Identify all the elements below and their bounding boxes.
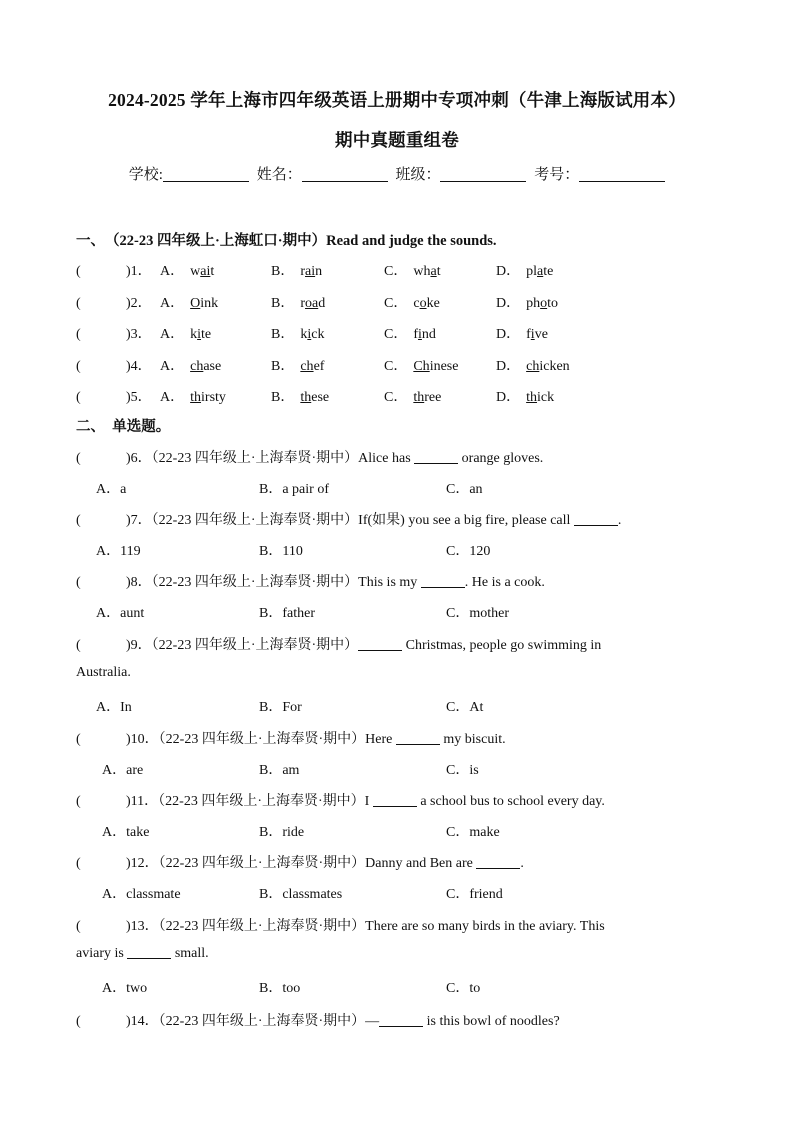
question-source: （22-23 四年级上·上海奉贤·期中）: [151, 451, 359, 466]
answer-paren[interactable]: (: [76, 390, 81, 405]
word-suffix: te: [201, 327, 212, 342]
name-field[interactable]: [302, 167, 388, 182]
word-suffix: inese: [429, 358, 459, 374]
underlined-sound: o: [419, 295, 427, 311]
question-text: I: [364, 794, 373, 809]
option-letter: B．: [271, 327, 295, 342]
answer-paren[interactable]: (: [76, 327, 81, 342]
underlined-sound: Ch: [413, 358, 430, 374]
question-source: （22-23 四年级上·上海奉贤·期中）: [158, 1014, 366, 1029]
question-row: [76, 292, 152, 312]
option-letter: D．: [496, 295, 521, 311]
option[interactable]: C．to: [446, 981, 481, 996]
answer-paren[interactable]: (: [76, 794, 81, 809]
class-label: 班级：: [395, 167, 441, 183]
option-letter: C．: [384, 327, 408, 342]
question-source: （22-23 四年级上·上海奉贤·期中）: [158, 794, 365, 809]
answer-paren[interactable]: (: [76, 732, 81, 747]
option[interactable]: A．two: [102, 981, 148, 996]
question-source: （22-23 四年级上·上海奉贤·期中）: [151, 638, 359, 653]
word-prefix: f: [526, 327, 531, 342]
answer-paren[interactable]: (: [76, 513, 81, 528]
option-letter: C．: [384, 358, 408, 374]
answer-blank[interactable]: [421, 575, 465, 588]
question-row: [76, 386, 152, 406]
option[interactable]: [160, 292, 218, 312]
word-suffix: irsty: [201, 390, 226, 405]
option[interactable]: [496, 355, 570, 375]
answer-paren[interactable]: (: [76, 575, 81, 590]
option[interactable]: B．father: [259, 606, 315, 621]
answer-paren[interactable]: (: [76, 358, 81, 374]
word-suffix: t: [210, 264, 215, 279]
option-letter: A．: [160, 327, 185, 342]
question-row: [76, 915, 605, 935]
underlined-sound: th: [526, 390, 538, 405]
underlined-sound: O: [190, 295, 201, 311]
option[interactable]: B．classmates: [259, 887, 343, 902]
underlined-sound: th: [190, 390, 202, 405]
word-prefix: k: [300, 327, 308, 342]
option-letter: B．: [271, 358, 295, 374]
option[interactable]: [160, 386, 226, 406]
option-letter: A．: [160, 390, 185, 405]
word-prefix: k: [190, 327, 198, 342]
question-text: Here: [365, 732, 396, 747]
answer-blank[interactable]: [358, 638, 402, 651]
option-letter: A．: [160, 264, 185, 279]
underlined-sound: i: [530, 327, 535, 342]
word-suffix: icken: [539, 358, 570, 374]
exam-subtitle: 期中真题重组卷: [335, 130, 459, 150]
word-suffix: nd: [421, 327, 436, 342]
answer-blank[interactable]: [574, 513, 618, 526]
question-text: Christmas, people go swimming in: [402, 638, 602, 653]
option-letter: B．: [271, 264, 295, 279]
option[interactable]: [271, 323, 324, 343]
option[interactable]: [271, 355, 324, 375]
option[interactable]: C．an: [446, 482, 483, 497]
underlined-sound: th: [413, 390, 425, 405]
question-number: )8．: [126, 575, 152, 590]
underlined-sound: ch: [190, 358, 204, 374]
option[interactable]: B．am: [259, 763, 300, 778]
option-letter: C．: [384, 390, 408, 405]
name-label: 姓名：: [256, 167, 302, 183]
underlined-sound: i: [418, 327, 422, 342]
section-heading: 二、 单选题。: [76, 419, 171, 435]
question-text: orange gloves.: [458, 451, 544, 466]
answer-blank[interactable]: [127, 946, 171, 959]
question-text: .: [520, 856, 524, 871]
option-letter: D．: [496, 327, 521, 342]
word-suffix: ink: [200, 295, 219, 311]
id-label: 考号：: [534, 167, 580, 183]
option[interactable]: [271, 386, 329, 406]
option[interactable]: B．110: [259, 544, 303, 559]
question-text: small.: [171, 946, 209, 961]
question-text: —: [365, 1014, 380, 1029]
option[interactable]: [160, 323, 211, 343]
option-letter: C．: [384, 264, 408, 279]
question-row: [76, 790, 605, 810]
question-number: )13．: [126, 919, 159, 934]
option[interactable]: [496, 260, 553, 280]
answer-paren[interactable]: (: [76, 919, 81, 934]
word-suffix: ck: [311, 327, 325, 342]
option-letter: D．: [496, 390, 521, 405]
question-number: )4．: [126, 358, 152, 374]
question-number: )9．: [126, 638, 152, 653]
question-text: . He is a cook.: [464, 575, 545, 590]
question-number: )12．: [126, 856, 159, 871]
option[interactable]: [271, 260, 322, 280]
option[interactable]: A．a: [96, 482, 127, 497]
underlined-sound: ai: [305, 264, 316, 279]
question-number: )2．: [126, 295, 152, 311]
option[interactable]: A．are: [102, 763, 144, 778]
option-letter: A．: [160, 358, 185, 374]
option[interactable]: [160, 355, 221, 375]
underlined-sound: i: [197, 327, 202, 342]
option-letter: A．: [160, 295, 185, 311]
question-number: )3．: [126, 327, 152, 342]
answer-blank[interactable]: [373, 794, 417, 807]
section-heading: 一、 （22-23 四年级上·上海虹口·期中）Read and judge the sounds.: [76, 233, 497, 249]
word-prefix: r: [300, 264, 306, 279]
question-text: .: [617, 513, 622, 528]
word-prefix: r: [300, 295, 306, 311]
word-suffix: t: [436, 264, 441, 279]
question-number: )5．: [126, 390, 152, 405]
question-number: )11．: [126, 794, 159, 809]
answer-paren[interactable]: (: [76, 638, 81, 653]
question-source: （22-23 四年级上·上海奉贤·期中）: [151, 513, 359, 528]
option[interactable]: A．In: [96, 700, 132, 715]
answer-paren[interactable]: (: [76, 856, 81, 871]
word-suffix: te: [543, 264, 554, 279]
question-number: )10．: [126, 732, 159, 747]
question-row: [76, 728, 506, 748]
word-suffix: ve: [534, 327, 548, 342]
question-number: )1．: [126, 264, 152, 279]
question-text: If(如果) you see a big fire, please call: [358, 513, 574, 528]
question-row: [76, 260, 152, 280]
option[interactable]: C．mother: [446, 606, 509, 621]
word-suffix: to: [547, 295, 559, 311]
option[interactable]: A．classmate: [102, 887, 181, 902]
answer-blank[interactable]: [396, 732, 440, 745]
option-letter: C．: [384, 295, 408, 311]
school-label: 学校:: [128, 167, 163, 183]
option[interactable]: [496, 386, 554, 406]
underlined-sound: o: [540, 295, 548, 311]
underlined-sound: a: [537, 264, 544, 279]
question-row: [76, 634, 601, 654]
underlined-sound: i: [307, 327, 312, 342]
option[interactable]: C．make: [446, 825, 500, 840]
student-info-line: [0, 163, 794, 184]
option[interactable]: [496, 323, 548, 343]
option[interactable]: C．At: [446, 700, 484, 715]
option[interactable]: B．too: [259, 981, 301, 996]
word-suffix: ase: [203, 358, 222, 374]
word-suffix: ree: [424, 390, 442, 405]
underlined-sound: ai: [200, 264, 211, 279]
option[interactable]: B．ride: [259, 825, 305, 840]
question-number: )6．: [126, 451, 152, 466]
option[interactable]: [384, 292, 440, 312]
word-prefix: pl: [526, 264, 538, 279]
word-suffix: ick: [537, 390, 555, 405]
id-field[interactable]: [579, 167, 665, 182]
question-text: aviary is: [76, 946, 128, 961]
option[interactable]: A．aunt: [96, 606, 145, 621]
underlined-sound: oa: [305, 295, 319, 311]
option[interactable]: B．For: [259, 700, 302, 715]
underlined-sound: a: [430, 264, 437, 279]
question-text: This is my: [358, 575, 421, 590]
answer-paren[interactable]: (: [76, 264, 81, 279]
option-letter: B．: [271, 295, 295, 311]
option[interactable]: C．120: [446, 544, 491, 559]
question-text: Alice has: [358, 451, 415, 466]
question-row: [76, 355, 152, 375]
school-field[interactable]: [163, 167, 249, 182]
question-row: [76, 852, 524, 872]
question-source: （22-23 四年级上·上海奉贤·期中）: [158, 856, 366, 871]
word-suffix: d: [318, 295, 326, 311]
question-continuation: Australia.: [76, 665, 131, 680]
question-source: （22-23 四年级上·上海奉贤·期中）: [151, 575, 359, 590]
option-letter: D．: [496, 264, 521, 279]
underlined-sound: th: [300, 390, 312, 405]
question-text: my biscuit.: [439, 732, 506, 747]
option[interactable]: [384, 260, 441, 280]
question-row: [76, 323, 152, 343]
class-field[interactable]: [440, 167, 526, 182]
option[interactable]: [384, 386, 441, 406]
question-number: )14．: [126, 1014, 159, 1029]
option-letter: D．: [496, 358, 521, 374]
option-letter: B．: [271, 390, 295, 405]
word-suffix: n: [315, 264, 323, 279]
question-text: There are so many birds in the aviary. This: [365, 919, 605, 934]
option[interactable]: A．119: [96, 544, 141, 559]
word-prefix: f: [413, 327, 419, 342]
word-prefix: ph: [526, 295, 541, 311]
word-prefix: w: [190, 264, 201, 279]
answer-paren[interactable]: (: [76, 451, 81, 466]
question-row: [76, 571, 545, 591]
underlined-sound: ch: [300, 358, 314, 374]
option[interactable]: C．friend: [446, 887, 503, 902]
word-suffix: ef: [313, 358, 325, 374]
question-source: （22-23 四年级上·上海奉贤·期中）: [158, 732, 366, 747]
question-number: )7．: [126, 513, 152, 528]
answer-blank[interactable]: [476, 856, 520, 869]
answer-paren[interactable]: (: [76, 295, 81, 311]
option[interactable]: [271, 292, 325, 312]
question-continuation: [76, 946, 209, 962]
question-row: [76, 509, 621, 529]
option[interactable]: B．a pair of: [259, 482, 329, 497]
question-source: （22-23 四年级上·上海奉贤·期中）: [158, 919, 366, 934]
word-prefix: c: [413, 295, 420, 311]
answer-blank[interactable]: [379, 1014, 423, 1027]
question-text: is this bowl of noodles?: [423, 1014, 560, 1029]
question-text: Danny and Ben are: [365, 856, 477, 871]
underlined-sound: ch: [526, 358, 540, 374]
answer-paren[interactable]: (: [76, 1014, 81, 1029]
word-suffix: ese: [311, 390, 330, 405]
question-text: a school bus to school every day.: [416, 794, 605, 809]
option[interactable]: [160, 260, 214, 280]
option[interactable]: [384, 323, 436, 343]
question-row: [76, 1010, 560, 1030]
answer-blank[interactable]: [414, 451, 458, 464]
question-row: [76, 447, 543, 467]
word-suffix: ke: [426, 295, 440, 311]
option[interactable]: [496, 292, 558, 312]
option[interactable]: [384, 355, 458, 375]
word-prefix: wh: [413, 264, 431, 279]
exam-title: 2024-2025 学年上海市四年级英语上册期中专项冲刺（牛津上海版试用本）: [108, 90, 686, 110]
option[interactable]: C．is: [446, 763, 479, 778]
option[interactable]: A．take: [102, 825, 150, 840]
